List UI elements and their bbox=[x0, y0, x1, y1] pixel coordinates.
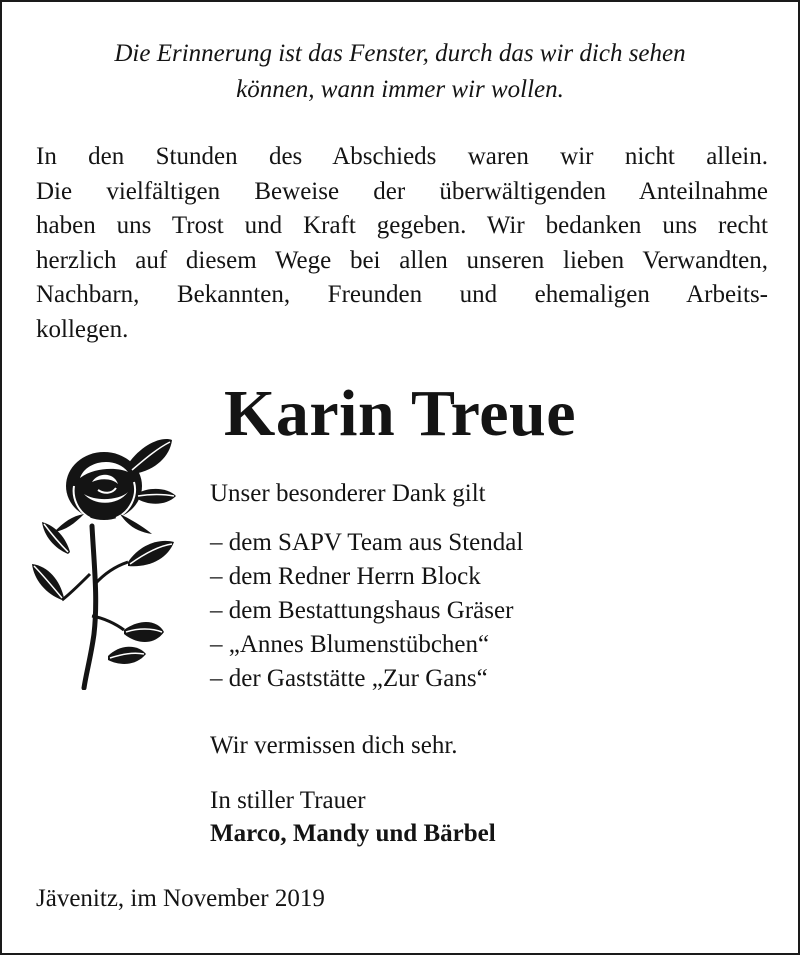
deceased-name: Karin Treue bbox=[224, 377, 576, 450]
thanks-heading: Unser besonderer Dank gilt bbox=[210, 480, 486, 507]
mourning-line: In stiller Trauer bbox=[210, 787, 366, 814]
intro-line-5: Nachbarn, Bekannten, Freunden und ehemaligen Arbeits- bbox=[36, 281, 768, 308]
thanks-item: – der Gaststätte „Zur Gans“ bbox=[210, 665, 488, 692]
place-date: Jävenitz, im November 2019 bbox=[36, 885, 325, 912]
intro-line-2: Die vielfältigen Beweise der überwältigenden Anteilnahme bbox=[36, 177, 768, 205]
quote-line-1: Die Erinnerung ist das Fenster, durch das wir dich sehen bbox=[114, 40, 686, 67]
intro-line-4: herzlich auf diesem Wege bei allen unseren lieben Verwandten, bbox=[36, 246, 768, 274]
intro-line-1: In den Stunden des Abschieds waren wir nicht allein. bbox=[36, 143, 768, 170]
thanks-item: – dem Bestattungshaus Gräser bbox=[210, 597, 514, 624]
quote-line-2: können, wann immer wir wollen. bbox=[236, 76, 564, 103]
thanks-list bbox=[210, 526, 523, 696]
signers: Marco, Mandy und Bärbel bbox=[210, 820, 496, 847]
miss-line: Wir vermissen dich sehr. bbox=[210, 732, 458, 759]
thanks-item: – dem Redner Herrn Block bbox=[210, 563, 481, 590]
intro-line-3: haben uns Trost und Kraft gegeben. Wir bedanken uns recht bbox=[36, 212, 768, 239]
intro-line-6: kollegen. bbox=[36, 315, 129, 343]
gratitude-paragraph bbox=[36, 140, 768, 347]
thanks-item: – dem SAPV Team aus Stendal bbox=[210, 529, 524, 556]
rose-icon bbox=[24, 434, 184, 690]
thanks-item: – „Annes Blumenstübchen“ bbox=[210, 631, 490, 658]
memorial-quote bbox=[42, 36, 758, 108]
